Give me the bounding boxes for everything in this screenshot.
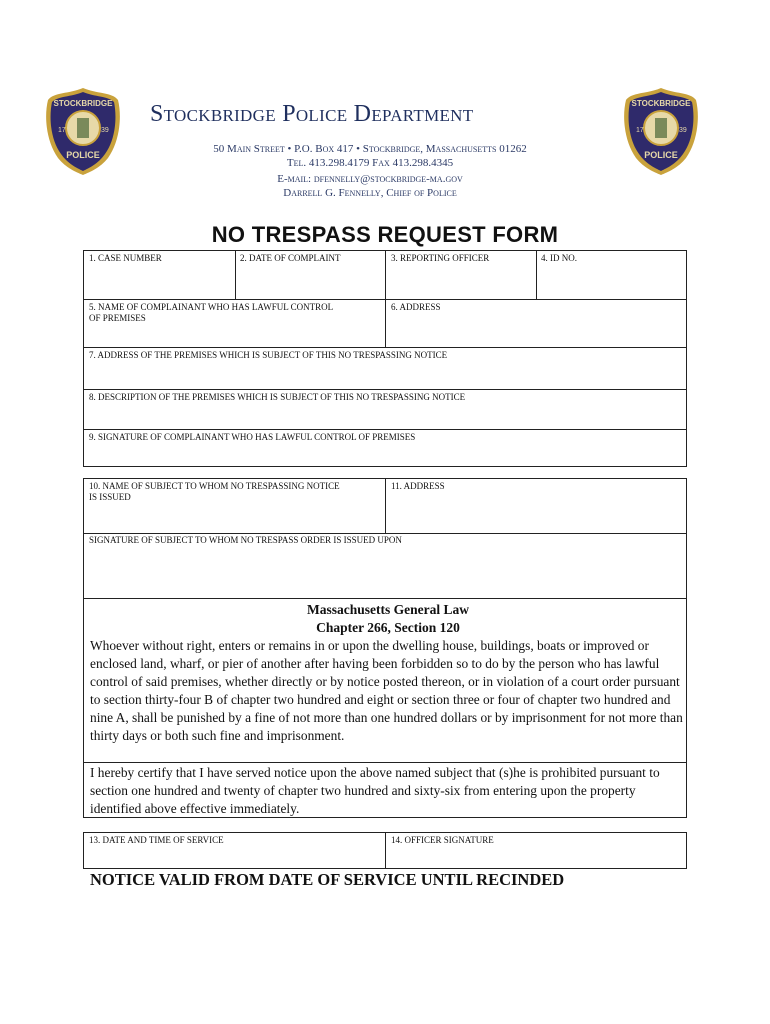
validity-notice: NOTICE VALID FROM DATE OF SERVICE UNTIL RECINDED: [90, 870, 565, 889]
chief-line: Darrell G. Fennelly, Chief of Police: [283, 187, 457, 199]
police-badge-left-icon: [44, 86, 122, 176]
complainant-address-label: 6. ADDRESS: [391, 302, 441, 312]
svg-text:POLICE: POLICE: [66, 150, 100, 160]
officer-signature-label: 14. OFFICER SIGNATURE: [391, 835, 494, 845]
subject-signature-label: SIGNATURE OF SUBJECT TO WHOM NO TRESPASS ORDER IS ISSUED UPON: [89, 535, 402, 545]
svg-text:17: 17: [58, 127, 66, 134]
case-number-label: 1. CASE NUMBER: [89, 253, 162, 263]
subject-address-label: 11. ADDRESS: [391, 481, 445, 491]
svg-text:POLICE: POLICE: [644, 150, 678, 160]
law-chapter-heading: Chapter 266, Section 120: [316, 620, 460, 635]
address-line: 50 Main Street • P.O. Box 417 • Stockbridge, Massachusetts 01262: [213, 143, 527, 155]
id-no-label: 4. ID NO.: [541, 253, 577, 263]
law-heading: Massachusetts General Law: [307, 602, 469, 617]
law-body-text: Whoever without right, enters or remains in or upon the dwelling house, buildings, boats or improved or enclosed land, wharf, or pier of another after having been forbidden so to do by the person who has lawful control of said premises, whether directly or by notice posted thereon, or in violation of a court order pursuant to section thirty-four B of chapter two hundred and eight or section three or four of chapter two hundred and nine A, shall be punished by a fine of not more than one hundred dollars or by imprisonment for not more than thirty days or both such fine and imprisonment.: [90, 638, 683, 743]
svg-text:STOCKBRIDGE: STOCKBRIDGE: [53, 99, 113, 108]
subject-name-label: 10. NAME OF SUBJECT TO WHOM NO TRESPASSING NOTICE IS ISSUED: [89, 481, 340, 502]
date-of-complaint-label: 2. DATE OF COMPLAINT: [240, 253, 341, 263]
law-section: [90, 601, 686, 745]
complainant-name-label: 5. NAME OF COMPLAINANT WHO HAS LAWFUL CONTROL OF PREMISES: [89, 302, 334, 323]
form-title: NO TRESPASS REQUEST FORM: [211, 222, 559, 247]
premises-description-label: 8. DESCRIPTION OF THE PREMISES WHICH IS SUBJECT OF THIS NO TRESPASSING NOTICE: [89, 392, 466, 402]
complainant-signature-label: 9. SIGNATURE OF COMPLAINANT WHO HAS LAWFUL CONTROL OF PREMISES: [89, 432, 416, 442]
department-title: Stockbridge Police Department: [150, 101, 474, 127]
phone-line: Tel. 413.298.4179 Fax 413.298.4345: [286, 157, 454, 169]
email-line: E-mail: dfennelly@stockbridge-ma.gov: [277, 173, 463, 185]
certification-text: I hereby certify that I have served notice upon the above named subject that (s)he is prohibited pursuant to section one hundred and twenty of chapter two hundred and sixty-six from entering upon the property identified above effective immediately.: [90, 765, 660, 816]
police-badge-right-icon: [622, 86, 700, 176]
svg-text:17: 17: [636, 127, 644, 134]
svg-text:39: 39: [679, 127, 687, 134]
date-time-of-service-label: 13. DATE AND TIME OF SERVICE: [89, 835, 224, 845]
premises-address-label: 7. ADDRESS OF THE PREMISES WHICH IS SUBJECT OF THIS NO TRESPASSING NOTICE: [89, 350, 448, 360]
svg-text:STOCKBRIDGE: STOCKBRIDGE: [631, 99, 691, 108]
reporting-officer-label: 3. REPORTING OFFICER: [391, 253, 490, 263]
svg-text:39: 39: [101, 127, 109, 134]
